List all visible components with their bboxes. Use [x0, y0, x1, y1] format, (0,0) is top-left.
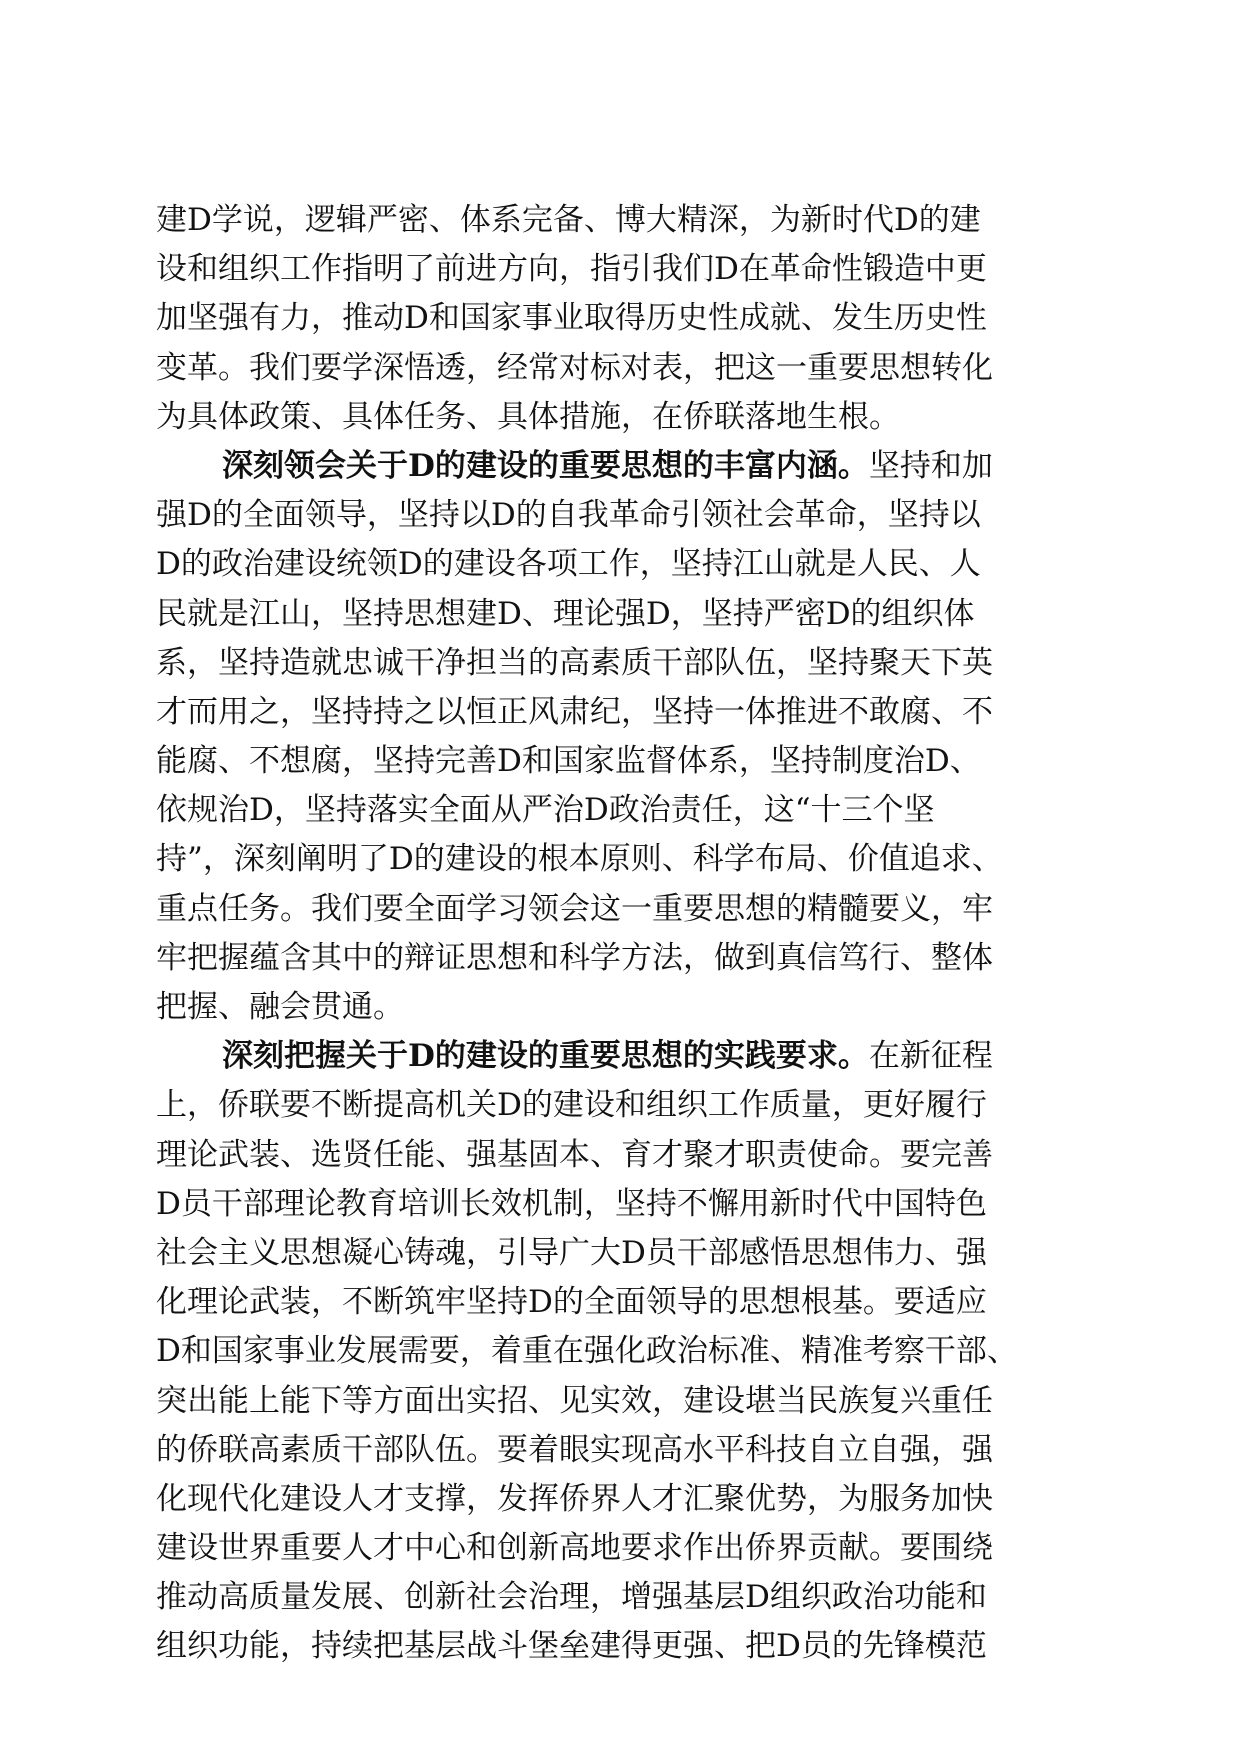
text-line: 的侨联高素质干部队伍。要着眼实现高水平科技自立自强，强: [156, 1431, 993, 1468]
paragraph-heading-line: [156, 442, 1096, 491]
text-line: 强D的全面领导，坚持以D的自我革命引领社会革命，坚持以: [156, 497, 981, 534]
text-line: 化现代化建设人才支撑，发挥侨界人才汇聚优势，为服务加快: [156, 1480, 993, 1517]
paragraph-heading-line: [156, 1032, 1096, 1081]
text-line: 理论武装、选贤任能、强基固本、育才聚才职责使命。要完善: [156, 1136, 993, 1173]
text-line: 设和组织工作指明了前进方向，指引我们D在革命性锻造中更: [156, 251, 987, 288]
text-line: 建D学说，逻辑严密、体系完备、博大精深，为新时代D的建: [156, 202, 981, 238]
text-line: 变革。我们要学深悟透，经常对标对表，把这一重要思想转化: [156, 349, 993, 386]
section-heading-practical-requirements: 深刻把握关于D的建设的重要思想的实践要求。: [222, 1038, 869, 1075]
section-heading-rich-connotation: 深刻领会关于D的建设的重要思想的丰富内涵。: [222, 447, 869, 484]
text-line: 化理论武装，不断筑牢坚持D的全面领导的思想根基。要适应: [156, 1284, 987, 1321]
text-run: 坚持和加: [868, 447, 993, 484]
text-line: 能腐、不想腐，坚持完善D和国家监督体系，坚持制度治D、: [156, 743, 981, 780]
text-line: D员干部理论教育培训长效机制，坚持不懈用新时代中国特色: [156, 1185, 987, 1222]
text-line: 重点任务。我们要全面学习领会这一重要思想的精髓要义，牢: [156, 890, 993, 927]
text-line: 系，坚持造就忠诚干净担当的高素质干部队伍，坚持聚天下英: [156, 644, 993, 681]
text-line: 建设世界重要人才中心和创新高地要求作出侨界贡献。要围绕: [156, 1530, 993, 1567]
text-line: 把握、融会贯通。: [156, 989, 404, 1025]
text-line: 加坚强有力，推动D和国家事业取得历史性成就、发生历史性: [156, 300, 987, 337]
text-line: 持”，深刻阐明了D的建设的根本原则、科学布局、价值追求、: [156, 841, 1003, 878]
text-run: 在新征程: [868, 1038, 993, 1075]
text-line: 上，侨联要不断提高机关D的建设和组织工作质量，更好履行: [156, 1087, 987, 1124]
text-line: 组织功能，持续把基层战斗堡垒建得更强、把D员的先锋模范: [156, 1628, 987, 1665]
text-line: 依规治D，坚持落实全面从严治D政治责任，这“十三个坚: [156, 792, 935, 829]
text-line: 才而用之，坚持持之以恒正风肃纪，坚持一体推进不敢腐、不: [156, 693, 993, 730]
text-line: 突出能上能下等方面出实招、见实效，建设堪当民族复兴重任: [156, 1382, 993, 1419]
text-line: 为具体政策、具体任务、具体措施，在侨联落地生根。: [156, 398, 900, 435]
text-line: D的政治建设统领D的建设各项工作，坚持江山就是人民、人: [156, 546, 981, 583]
text-line: 民就是江山，坚持思想建D、理论强D，坚持严密D的组织体: [156, 595, 975, 632]
body-text: [156, 196, 1096, 1672]
text-line: D和国家事业发展需要，着重在强化政治标准、精准考察干部、: [156, 1333, 1018, 1370]
text-line: 社会主义思想凝心铸魂，引导广大D员干部感悟思想伟力、强: [156, 1234, 987, 1271]
text-line: 推动高质量发展、创新社会治理，增强基层D组织政治功能和: [156, 1579, 987, 1616]
text-line: 牢把握蕴含其中的辩证思想和科学方法，做到真信笃行、整体: [156, 939, 993, 976]
